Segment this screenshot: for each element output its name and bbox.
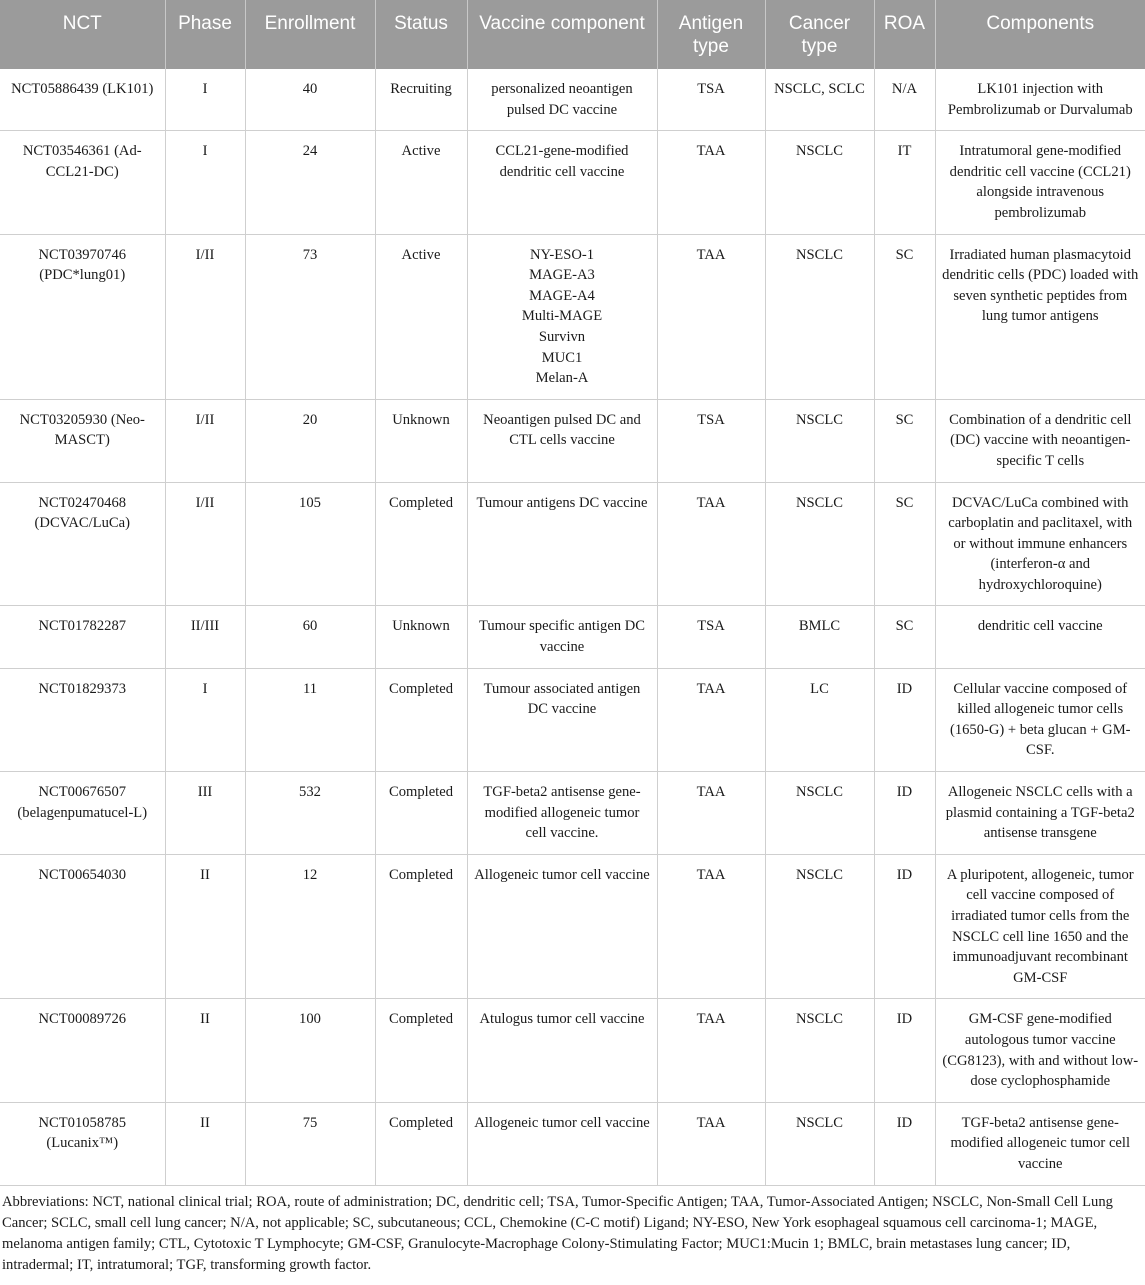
cell-cancer-type: BMLC — [765, 606, 874, 668]
cell-roa: SC — [874, 399, 935, 482]
header-components: Components — [935, 0, 1145, 69]
cell-vaccine-component: NY-ESO-1 MAGE-A3 MAGE-A4 Multi-MAGE Survivn MUC1 Melan-A — [467, 234, 657, 399]
cell-nct: NCT05886439 (LK101) — [0, 69, 165, 131]
cell-cancer-type: NSCLC — [765, 854, 874, 999]
cell-components: GM-CSF gene-modified autologous tumor vaccine (CG8123), with and without low-dose cyclophosphamide — [935, 999, 1145, 1102]
cell-vaccine-component: Tumour specific antigen DC vaccine — [467, 606, 657, 668]
cell-roa: ID — [874, 668, 935, 771]
cell-vaccine-component: Atulogus tumor cell vaccine — [467, 999, 657, 1102]
cell-phase: I — [165, 69, 245, 131]
cell-enrollment: 60 — [245, 606, 375, 668]
cell-nct: NCT00089726 — [0, 999, 165, 1102]
cell-status: Unknown — [375, 399, 467, 482]
header-phase: Phase — [165, 0, 245, 69]
cell-antigen-type: TAA — [657, 1102, 765, 1185]
cell-phase: II — [165, 1102, 245, 1185]
cell-status: Completed — [375, 482, 467, 606]
abbreviations-footnote: Abbreviations: NCT, national clinical trial; ROA, route of administration; DC, dendritic cell; TSA, Tumor-Specific Antigen; TAA, Tumor-Associated Antigen; NSCLC, Non-Small Cell Lung Cancer; SCLC, small cell lung cancer; N/A, not applicable; SC, subcutaneous; CCL, Chemokine (C-C motif) Ligand; NY-ESO, New York esophageal squamous cell carcinoma-1; MAGE, melanoma antigen family; CTL, Cytotoxic T Lymphocyte; GM-CSF, Granulocyte-Macrophage Colony-Stimulating Factor; MUC1:Mucin 1; BMLC, brain metastases lung cancer; ID, intradermal; IT, intratumoral; TGF, transforming growth factor. — [2, 1193, 1113, 1273]
cell-status: Completed — [375, 854, 467, 999]
cell-enrollment: 40 — [245, 69, 375, 131]
cell-components: LK101 injection with Pembrolizumab or Durvalumab — [935, 69, 1145, 131]
cell-cancer-type: NSCLC — [765, 399, 874, 482]
cell-enrollment: 11 — [245, 668, 375, 771]
cell-antigen-type: TAA — [657, 854, 765, 999]
cell-status: Recruiting — [375, 69, 467, 131]
cell-phase: I — [165, 668, 245, 771]
cell-phase: II — [165, 854, 245, 999]
cell-nct: NCT01829373 — [0, 668, 165, 771]
cell-antigen-type: TAA — [657, 668, 765, 771]
cell-roa: ID — [874, 854, 935, 999]
cell-vaccine-component: Tumour antigens DC vaccine — [467, 482, 657, 606]
cell-nct: NCT00654030 — [0, 854, 165, 999]
cell-status: Completed — [375, 1102, 467, 1185]
table-row — [0, 131, 1145, 234]
table-row — [0, 999, 1145, 1102]
cell-vaccine-component: CCL21-gene-modified dendritic cell vaccine — [467, 131, 657, 234]
table-row — [0, 854, 1145, 999]
cell-status: Completed — [375, 999, 467, 1102]
cell-status: Active — [375, 131, 467, 234]
cell-cancer-type: NSCLC — [765, 482, 874, 606]
cell-components: TGF-beta2 antisense gene-modified allogeneic tumor cell vaccine — [935, 1102, 1145, 1185]
cell-components: Cellular vaccine composed of killed allogeneic tumor cells (1650-G) + beta glucan + GM-CSF. — [935, 668, 1145, 771]
cell-enrollment: 20 — [245, 399, 375, 482]
cell-components: A pluripotent, allogeneic, tumor cell vaccine composed of irradiated tumor cells from the NSCLC cell line 1650 and the immunoadjuvant recombinant GM-CSF — [935, 854, 1145, 999]
table-row — [0, 234, 1145, 399]
cell-phase: I/II — [165, 399, 245, 482]
cell-enrollment: 105 — [245, 482, 375, 606]
header-antigen-type: Antigen type — [657, 0, 765, 69]
cell-nct: NCT01058785 (Lucanix™) — [0, 1102, 165, 1185]
cell-cancer-type: NSCLC, SCLC — [765, 69, 874, 131]
cell-roa: ID — [874, 772, 935, 855]
cell-components: Irradiated human plasmacytoid dendritic cells (PDC) loaded with seven synthetic peptides from lung tumor antigens — [935, 234, 1145, 399]
cell-antigen-type: TAA — [657, 131, 765, 234]
cell-enrollment: 100 — [245, 999, 375, 1102]
cell-phase: II/III — [165, 606, 245, 668]
cell-antigen-type: TSA — [657, 606, 765, 668]
cell-status: Completed — [375, 668, 467, 771]
cell-phase: I/II — [165, 482, 245, 606]
table-row — [0, 1102, 1145, 1185]
cell-phase: I/II — [165, 234, 245, 399]
cell-enrollment: 73 — [245, 234, 375, 399]
header-roa: ROA — [874, 0, 935, 69]
cell-nct: NCT02470468 (DCVAC/LuCa) — [0, 482, 165, 606]
cell-phase: I — [165, 131, 245, 234]
cell-nct: NCT03970746 (PDC*lung01) — [0, 234, 165, 399]
cell-roa: N/A — [874, 69, 935, 131]
header-nct: NCT — [0, 0, 165, 69]
cell-vaccine-component: Allogeneic tumor cell vaccine — [467, 1102, 657, 1185]
cell-antigen-type: TAA — [657, 482, 765, 606]
cell-antigen-type: TAA — [657, 234, 765, 399]
cell-vaccine-component: Neoantigen pulsed DC and CTL cells vaccine — [467, 399, 657, 482]
cell-cancer-type: LC — [765, 668, 874, 771]
cell-antigen-type: TSA — [657, 69, 765, 131]
table-row — [0, 772, 1145, 855]
cell-roa: SC — [874, 482, 935, 606]
header-status: Status — [375, 0, 467, 69]
cell-vaccine-component: personalized neoantigen pulsed DC vaccine — [467, 69, 657, 131]
table-body — [0, 69, 1145, 1185]
cell-antigen-type: TSA — [657, 399, 765, 482]
cell-nct: NCT00676507 (belagenpumatucel-L) — [0, 772, 165, 855]
cell-enrollment: 75 — [245, 1102, 375, 1185]
cell-components: Intratumoral gene-modified dendritic cell vaccine (CCL21) alongside intravenous pembrolizumab — [935, 131, 1145, 234]
table-row — [0, 606, 1145, 668]
cell-status: Completed — [375, 772, 467, 855]
cell-roa: ID — [874, 999, 935, 1102]
cell-antigen-type: TAA — [657, 772, 765, 855]
cell-nct: NCT01782287 — [0, 606, 165, 668]
cell-antigen-type: TAA — [657, 999, 765, 1102]
cell-roa: ID — [874, 1102, 935, 1185]
cell-nct: NCT03546361 (Ad-CCL21-DC) — [0, 131, 165, 234]
cell-vaccine-component: Allogeneic tumor cell vaccine — [467, 854, 657, 999]
cell-enrollment: 532 — [245, 772, 375, 855]
table-row — [0, 668, 1145, 771]
cell-status: Active — [375, 234, 467, 399]
header-enrollment: Enrollment — [245, 0, 375, 69]
header-vaccine-component: Vaccine component — [467, 0, 657, 69]
table-header — [0, 0, 1145, 69]
table-row — [0, 69, 1145, 131]
cell-components: dendritic cell vaccine — [935, 606, 1145, 668]
cell-roa: SC — [874, 234, 935, 399]
cell-cancer-type: NSCLC — [765, 772, 874, 855]
cell-enrollment: 12 — [245, 854, 375, 999]
cell-components: Allogeneic NSCLC cells with a plasmid containing a TGF-beta2 antisense transgene — [935, 772, 1145, 855]
cell-enrollment: 24 — [245, 131, 375, 234]
cell-cancer-type: NSCLC — [765, 234, 874, 399]
header-cancer-type: Cancer type — [765, 0, 874, 69]
cell-cancer-type: NSCLC — [765, 999, 874, 1102]
cell-vaccine-component: Tumour associated antigen DC vaccine — [467, 668, 657, 771]
cell-phase: II — [165, 999, 245, 1102]
cell-status: Unknown — [375, 606, 467, 668]
table-row — [0, 482, 1145, 606]
table-row — [0, 399, 1145, 482]
cell-roa: IT — [874, 131, 935, 234]
cell-phase: III — [165, 772, 245, 855]
cell-vaccine-component: TGF-beta2 antisense gene-modified allogeneic tumor cell vaccine. — [467, 772, 657, 855]
cell-nct: NCT03205930 (Neo-MASCT) — [0, 399, 165, 482]
cell-cancer-type: NSCLC — [765, 131, 874, 234]
cell-cancer-type: NSCLC — [765, 1102, 874, 1185]
cell-roa: SC — [874, 606, 935, 668]
cell-components: DCVAC/LuCa combined with carboplatin and paclitaxel, with or without immune enhancers (interferon-α and hydroxychloroquine) — [935, 482, 1145, 606]
cell-components: Combination of a dendritic cell (DC) vaccine with neoantigen-specific T cells — [935, 399, 1145, 482]
